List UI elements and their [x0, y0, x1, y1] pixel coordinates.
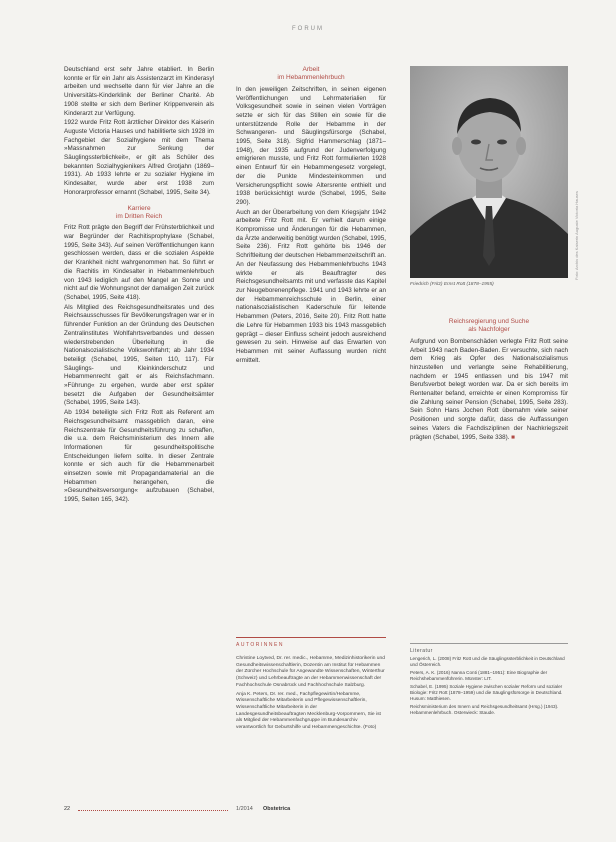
literature-list: [410, 656, 568, 718]
literature-entry: Reichsministerium des Innern und Reichsgesundheitsamt (Hrsg.) (1943). Hebammenlehrbuch. Osterwieck: Staude.: [410, 703, 559, 716]
subheading-line: im Hebammenlehrbuch: [277, 74, 345, 82]
issue-label: 1/2014: [236, 806, 253, 812]
paragraph: Auch an der Überarbeitung von dem Kriegsjahr 1942 arbeitete Fritz Rott mit. Er verhielt darum einige Kompromisse und Änderungen für die Hebammen, da Ärzte anderweitig benötigt wurden (Schabel, 1995, Seite 236). Fritz Rott gehörte bis 1946 der Schriftleitung der deutschen Hebammenzeitschrift an. An der Neufassung des Hebammenlehrbuchs 1943 wirkte er als Beauftragter des Reichsgesundheitsamts mit und verfasste das Kapitel zur Neugeborenenpflege. 1941 und 1943 lehrte er an der Hebammenreichsschule in Berlin, einer nationalsozialistischen Kaderschule für leitende Hebammen (Peters, 2016, Seite 20). Fritz Rott hatte die Lehre für Hebammen 1933 bis 1943 massgeblich geprägt – dieser Einfluss scheint jedoch ausreichend gewesen zu sein. Hinweise auf das Erwarten von Hebammen mit seiner Auffassung wurden nicht ermittelt.: [236, 208, 386, 364]
subheading-karriere: [64, 205, 214, 222]
authors-heading: AUTORINNEN: [236, 642, 284, 648]
page-footer: [64, 806, 568, 816]
section-header: FORUM: [292, 26, 324, 32]
author-entry: Christine Loytved, Dr. rer. medic., Hebamme, Medizinhistorikerin und Gesundheitswissenschaftlerin, Dozentin am Institut für Hebammen der Zürcher Hochschule für Angewandte Wissenschaften, Winterthur (Schweiz) und Lehrbeauftragte an der Hebammenwissenschaft der Fachhochschule Osnabrück und Fachhochschule Salzburg.: [236, 656, 385, 688]
subheading-line: als Nachfolger: [468, 326, 510, 334]
subheading-line: im Dritten Reich: [115, 212, 163, 220]
photo-caption: Friedrich (Fritz) Ernst Rott (1878–1955): [410, 282, 494, 287]
literature-entry: Lengerich, L. (2008) Fritz Rott und die Säuglingssterblichkeit in Deutschland und Österreich.: [410, 656, 565, 668]
authors-box: [236, 656, 386, 734]
column-left: [64, 66, 214, 506]
subheading-nachfolger: [410, 318, 568, 335]
footer-dotted-rule: [78, 810, 228, 811]
journal-name: Obstetrica: [263, 806, 291, 812]
page-number: 22: [64, 806, 71, 812]
paragraph: In den jeweiligen Zeitschriften, in seinen eigenen Veröffentlichungen und Lehrmaterialien für Volksgesundheit sowie in seinen vielen Vorträgen setzte er sich für das Stillen ein sowie für die unterstützende Rolle der Hebamme in der Schwangeren- und Säuglingsfürsorge (Schabel, 1995, Seite 318). Sigfrid Hammerschlag (1871–1948), der 1935 aufgrund der Judenverfolgung emigrieren musste, und Fritz Rott formulierten 1928 einen Entwurf für ein Hebammengesetz vorgelegt, der die Punkte Mindesteinkommen und Versicherungspflicht sowie Altersrente enthielt und 1938 berücksichtigt wurde (Schabel, 1995, Seite 290).: [236, 85, 386, 206]
end-mark-icon: ■: [511, 433, 515, 441]
paragraph: Fritz Rott prägte den Begriff der Frühsterblichkeit und war Begründer der Rachitisprophylaxe (Schabel, 1995, Seite 343). Auf seinen Veröffentlichungen kann geschlossen werden, dass er die sozialen Aspekte der Krankheit nicht wahrgenommen hat. So führt er die Rachitis im Kindesalter in Hebammenlehrbuch von 1943 lediglich auf den Mangel an Sonne und nicht auf die Wohnungsnot der damaligen Zeit zurück (Schabel, 1995, Seite 418).: [64, 224, 214, 301]
paragraph: Deutschland erst sehr Jahre etabliert. In Berlin konnte er für ein Jahr als Assistenzarzt im Kinderasyl arbeiten und wechselte dann für vier Jahre an die Universitäts-Kinderklinik der Berliner Charité. Ab 1908 stellte er sich dem Berliner Krippenverein als Kinderarzt zur Verfügung.: [64, 66, 214, 117]
subheading-arbeit: [236, 66, 386, 83]
portrait-photo: [410, 66, 568, 278]
subheading-line: Arbeit: [302, 66, 320, 73]
paragraph: Als Mitglied des Reichsgesundheitsrates und des Reichsausschusses für Bevölkerungsfragen war er in führender Funktion an der Gründung des Deutschen Zentralinstitutes Wohlfahrtsverbandes und dessen wiederstrebenden Überleitung in die Nationalsozialistische Volkswohlfahrt; ab Jahr 1934 beteiligt (Schabel, 1995, Seiten 110, 117). Für Säuglings- und Kleinkinderschutz und Hebammenrecht galt er als Reichsfachmann. »Führung« zu ergehen, wurde aber erst später besetzt die Aufgaben der Gesundheitsämter (Schabel, 1995, Seite 143).: [64, 303, 214, 407]
author-entry: Anja K. Peters, Dr. rer. med., Fachpflegewirtin/Hebamme, Wissenschaftliche Mitarbeiterin und Pflegewissenschaftlerin, Wissenschaftliche Mitarbeiterin in der Landesgesundheitsbeauftragten Mecklenburg-Vorpommern, Sie ist als Mitglied der Hebammenfachgruppe im Bundesarchiv verantwortlich für Geburtshilfe und Hebammengeschichte. (Foto): [236, 691, 381, 731]
subheading-line: Reichsregierung und Suche: [448, 318, 530, 325]
divider: [410, 643, 568, 644]
photo-credit: Foto: Archiv des Kaiserin Auguste Victoria Hauses: [574, 191, 579, 280]
column-right: [410, 318, 568, 443]
literature-entry: Peters, A. K. (2016) Nanna Conti (1881–1951): Eine Biographie der Reichshebammenführerin. Münster: LIT.: [410, 669, 548, 682]
divider: [236, 637, 386, 638]
paragraph: [410, 338, 568, 442]
paragraph: Ab 1934 beteiligte sich Fritz Rott als Referent am Reichsgesundheitsamt massgeblich daran, eine Reichszentrale für Gesundheitsführung zu schaffen, die u.a. dem Reichsministerium des Innern alle Informationen für gesundheitspolitische Entscheidungen liefern sollte. In dieser Zentrale konnte er sich auch für die Hebammenarbeit einsetzen sowie mit Propagandamaterial an die Hebammen herangehen, die »Gesundheitsversorgung« aufzubauen (Schabel, 1995, Seiten 165, 342).: [64, 409, 214, 504]
literature-heading: Literatur: [410, 648, 433, 654]
paragraph: 1922 wurde Fritz Rott ärztlicher Direktor des Kaiserin Auguste Victoria Hauses und habilitierte sich 1928 im Fachgebiet der Sozialhygiene mit dem Thema »Massnahmen zur Senkung der Säuglingssterblichkeit«, er gilt als Schüler des bekannten Sozialhygienikers Alfred Grotjahn (1869–1931). Ab 1933 lehrte er zu sozialer Hygiene im Kindesalter, wurde aber erst 1938 zum Honorarprofessor ernannt (Schabel, 1995, Seite 34).: [64, 119, 214, 196]
paragraph-text: Aufgrund von Bombenschäden verlegte Fritz Rott seine Arbeit 1943 nach Baden-Baden. Er versuchte, sich nach dem Krieg als Opfer des Nationalsozialismus hinzustellen und verlangte seine Rehabilitierung, nachdem er 1945 entlassen und bis 1947 mit Berufsverbot belegt worden war. Da er sich bereits im Rentenalter befand, erreichte er einen Kompromiss für die Zahlung seiner Pension (Schabel, 1995, Seite 283). Sein Sohn Hans Jochen Rott übernahm viele seiner Positionen und sorgte dafür, dass die Auffassungen seines Vaters die Fachdisziplinen der Nachkriegszeit prägten (Schabel, 1995, Seite 338).: [410, 337, 568, 441]
literature-entry: Schabel, E. (1995) Soziale Hygiene zwischen sozialer Reform und sozialer Biologie: Fritz Rott (1878–1959) und die Säuglingsfürsorge in Deutschland. Husum: Matthiesen.: [410, 683, 563, 702]
column-middle: [236, 66, 386, 366]
subheading-line: Karriere: [127, 204, 151, 212]
